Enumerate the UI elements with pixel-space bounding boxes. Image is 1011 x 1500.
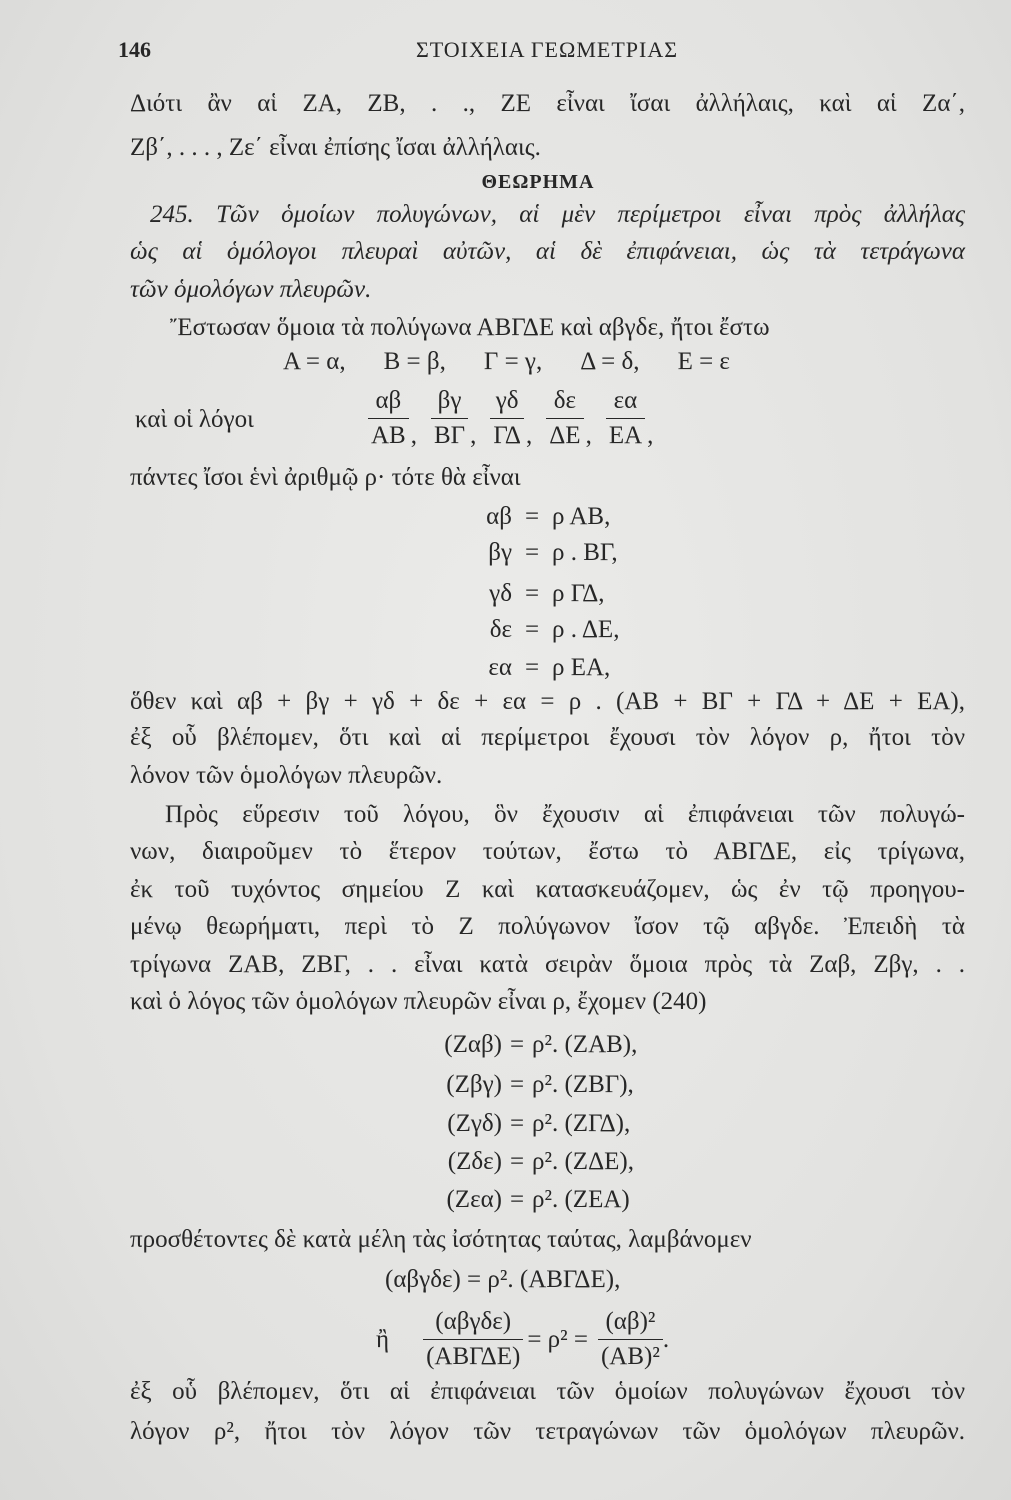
ratio: [546, 384, 592, 453]
angle-equality: Γ = γ,: [483, 348, 543, 375]
ratio-separator: ,: [410, 422, 417, 449]
equation-rhs: ρ². (ΖΓΔ),: [532, 1110, 631, 1137]
ratio-separator: ,: [525, 422, 533, 449]
angle-equality: Α = α,: [283, 348, 346, 375]
equation-lhs: (Ζγδ): [447, 1110, 502, 1137]
conclusion-line: λόγον ρ², ἤτοι τὸν λόγον τῶν τετραγώνων τῶν ὁμολόγων πλευρῶν.: [130, 1418, 965, 1445]
final-ratio: [376, 1305, 669, 1374]
fraction-denominator: ΔΕ: [546, 418, 583, 453]
equation-lhs: (Ζαβ): [444, 1031, 502, 1058]
equals-sign: =: [509, 1031, 525, 1058]
side-equation: [440, 535, 618, 571]
area-paragraph-line: Πρὸς εὕρεσιν τοῦ λόγου, ὃν ἔχουσιν αἱ ἐπιφάνειαι τῶν πολυγώ-: [165, 801, 965, 828]
theorem-line: [150, 197, 965, 233]
fraction-numerator: αβ: [375, 387, 402, 414]
angle-equality: Δ = δ,: [580, 348, 640, 375]
conclusion-line: ἐξ οὗ βλέπομεν, ὅτι αἱ ἐπιφάνειαι τῶν ὁμοίων πολυγώνων ἔχουσι τὸν: [130, 1378, 965, 1405]
area-equation: [410, 1027, 637, 1063]
intro-line: Διότι ἂν αἱ ΖΑ, ΖΒ, . ., ΖΕ εἶναι ἴσαι ἀλλήλαις, καὶ αἱ Ζα΄,: [130, 90, 965, 117]
equation-lhs: δε: [489, 616, 512, 643]
equation-rhs: ρ². (ΖΒΓ),: [532, 1071, 634, 1098]
fraction: [598, 1305, 663, 1374]
fraction-numerator: (αβγδε): [435, 1308, 512, 1335]
equals-sign: =: [509, 1110, 525, 1137]
equals-sign: =: [524, 503, 540, 530]
area-paragraph-line: ἐκ τοῦ τυχόντος σημείου Ζ καὶ κατασκευάζομεν, ὡς ἐν τῷ προηγου-: [130, 876, 965, 903]
ratio-separator: ,: [470, 422, 477, 449]
area-equation: [410, 1144, 634, 1180]
ratio-separator: ,: [585, 422, 592, 449]
fraction-denominator: ΑΒ: [368, 418, 409, 453]
equals-sign: =: [524, 580, 540, 607]
equation-lhs: γδ: [489, 580, 512, 607]
equation-rhs: ρ ΑΒ,: [552, 503, 611, 530]
fraction: [546, 384, 583, 453]
theorem-line: τῶν ὁμολόγων πλευρῶν.: [130, 276, 372, 303]
area-equation: [410, 1067, 634, 1103]
fraction: [431, 384, 468, 453]
equation-rhs: ρ². (ΖΔΕ),: [532, 1148, 634, 1175]
ratio: [368, 384, 417, 453]
side-equation: [440, 650, 610, 686]
equals-sign: =: [524, 539, 540, 566]
side-equation: [440, 499, 610, 535]
theorem-number: 245.: [150, 201, 194, 228]
total-equation: (αβγδε) = ρ². (ΑΒΓΔΕ),: [385, 1266, 621, 1293]
angle-equalities: [283, 344, 730, 380]
theorem-text: Τῶν ὁμοίων πολυγώνων, αἱ μὲν περίμετροι εἶναι πρὸς ἀλλήλας: [216, 201, 966, 228]
fraction-numerator: (αβ)²: [605, 1308, 656, 1335]
equation-rhs: ρ ΕΑ,: [552, 654, 611, 681]
perimeter-line: λόνον τῶν ὁμολόγων πλευρῶν.: [130, 762, 443, 789]
final-ratio-middle: = ρ² =: [527, 1325, 588, 1353]
fraction-denominator: (ΑΒΓΔΕ): [423, 1339, 523, 1374]
equation-rhs: ρ . ΔΕ,: [552, 616, 620, 643]
fraction-numerator: γδ: [495, 387, 519, 414]
fraction-denominator: ΕΑ: [606, 418, 645, 453]
equals-sign: =: [509, 1186, 525, 1213]
side-equation: [440, 612, 619, 648]
fraction: [606, 384, 645, 453]
fraction: [368, 384, 409, 453]
sum-line: ὅθεν καὶ αβ + βγ + γδ + δε + εα = ρ . (ΑΒ + ΒΓ + ΓΔ + ΔΕ + ΕΑ),: [130, 688, 965, 715]
fraction-denominator: (ΑΒ)²: [598, 1339, 663, 1374]
angle-equality: Ε = ε: [677, 348, 730, 375]
equation-rhs: ρ². (ΖΑΒ),: [532, 1031, 638, 1058]
equation-lhs: (Ζβγ): [446, 1071, 502, 1098]
ratios-conclusion: πάντες ἴσοι ἑνὶ ἀριθμῷ ρ· τότε θὰ εἶναι: [130, 464, 521, 491]
equals-sign: =: [509, 1071, 525, 1098]
running-title: ΣΤΟΙΧΕΙΑ ΓΕΩΜΕΤΡΙΑΣ: [415, 37, 679, 62]
addition-line: προσθέτοντες δὲ κατὰ μέλη τὰς ἰσότητας ταύτας, λαμβάνομεν: [130, 1226, 752, 1253]
equation-lhs: (Ζεα): [446, 1186, 502, 1213]
fraction-denominator: ΒΓ: [431, 418, 468, 453]
final-ratio-end: .: [662, 1325, 670, 1353]
equation-rhs: ρ². (ΖΕΑ): [532, 1186, 630, 1213]
or-word: ἢ: [376, 1325, 390, 1353]
equation-rhs: ρ ΓΔ,: [552, 580, 605, 607]
fraction-numerator: εα: [613, 387, 638, 414]
theorem-heading: ΘΕΩΡΗΜΑ: [481, 171, 595, 193]
fraction: [423, 1305, 523, 1374]
ratios-row: [368, 384, 653, 453]
fraction-denominator: ΓΔ: [490, 418, 524, 453]
page-number: 146: [118, 37, 151, 62]
equals-sign: =: [524, 616, 540, 643]
proof-setup: Ἔστωσαν ὅμοια τὰ πολύγωνα ΑΒΓΔΕ καὶ αβγδε, ἤτοι ἔστω: [170, 314, 770, 341]
perimeter-line: ἐξ οὗ βλέπομεν, ὅτι καὶ αἱ περίμετροι ἔχουσι τὸν λόγον ρ, ἤτοι τὸν: [130, 724, 965, 751]
equation-lhs: βγ: [488, 539, 512, 566]
area-paragraph-line: μένῳ θεωρήματι, περὶ τὸ Ζ πολύγωνον ἴσον τῷ αβγδε. Ἐπειδὴ τὰ: [130, 913, 965, 940]
fraction-numerator: δε: [553, 387, 577, 414]
ratio: [606, 384, 654, 453]
side-equation: [440, 576, 605, 612]
equals-sign: =: [509, 1148, 525, 1175]
equation-rhs: ρ . ΒΓ,: [552, 539, 618, 566]
area-paragraph-line: νων, διαιροῦμεν τὸ ἕτερον τούτων, ἔστω τὸ ΑΒΓΔΕ, εἰς τρίγωνα,: [130, 838, 965, 865]
equals-sign: =: [524, 654, 540, 681]
ratio: [431, 384, 476, 453]
equation-lhs: (Ζδε): [447, 1148, 502, 1175]
intro-line: Ζβ΄, . . . , Ζε΄ εἶναι ἐπίσης ἴσαι ἀλλήλαις.: [130, 134, 541, 161]
fraction: [490, 384, 524, 453]
ratios-label: καὶ οἱ λόγοι: [135, 406, 254, 433]
area-paragraph-line: καὶ ὁ λόγος τῶν ὁμολόγων πλευρῶν εἶναι ρ, ἔχομεν (240): [130, 988, 707, 1015]
equation-lhs: εα: [488, 654, 512, 681]
area-paragraph-line: τρίγωνα ΖΑΒ, ΖΒΓ, . . εἶναι κατὰ σειρὰν ὅμοια πρὸς τὰ Ζαβ, Ζβγ, . .: [130, 951, 965, 978]
fraction-numerator: βγ: [437, 387, 462, 414]
ratio: [490, 384, 532, 453]
area-equation: [410, 1106, 630, 1142]
equation-lhs: αβ: [486, 503, 512, 530]
theorem-line: ὡς αἱ ὁμόλογοι πλευραὶ αὐτῶν, αἱ δὲ ἐπιφάνειαι, ὡς τὰ τετράγωνα: [130, 238, 965, 265]
ratio-separator: ,: [647, 422, 654, 449]
angle-equality: Β = β,: [383, 348, 446, 375]
area-equation: [410, 1182, 630, 1218]
